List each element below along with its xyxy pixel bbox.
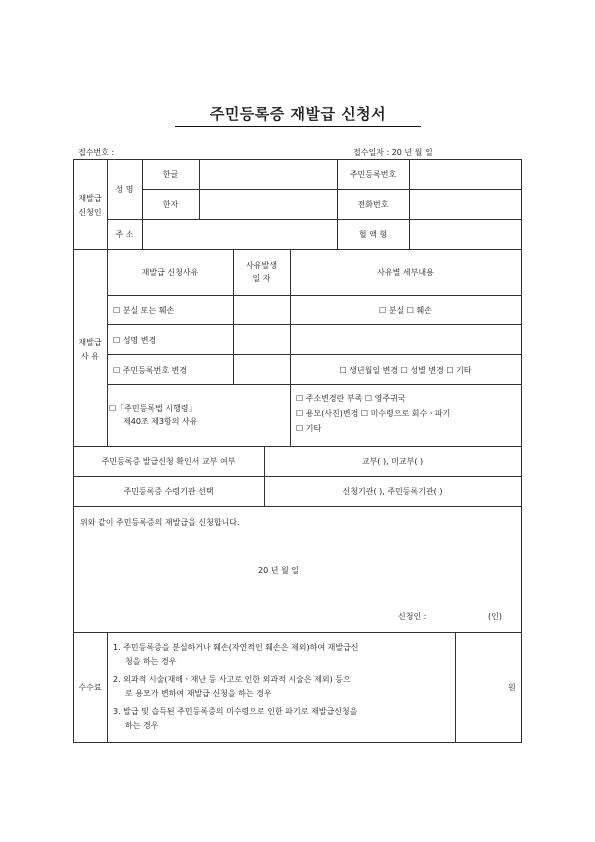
phone-label: 전화번호 xyxy=(357,200,389,209)
reason-rrn-change[interactable]: ☐ 주민등록번호 변경 xyxy=(113,366,188,375)
decree-option-line-2: ☐ 용모(사진)변경 ☐ 미수령으로 회수ㆍ파기 xyxy=(296,409,451,418)
date-header-line-1: 사유발생 xyxy=(246,261,277,270)
name-label: 성 명 xyxy=(115,185,134,194)
hangul-name-field[interactable] xyxy=(200,160,336,188)
reason-column-header: 재발급 신청사유 xyxy=(141,268,199,277)
decree-option-line-1: ☐ 주소변경란 부족 ☐ 영주귀국 xyxy=(296,394,406,403)
reason-name-change[interactable]: ☐ 성명 변경 xyxy=(113,336,157,345)
fee-item-2 xyxy=(113,674,351,699)
fee-item-2-line-2: 로 용모가 변하여 재발급 신청을 하는 경우 xyxy=(125,689,272,698)
seal-mark: (인) xyxy=(488,612,502,621)
confirm-label: 주민등록증 발급신청 확인서 교부 여부 xyxy=(101,457,236,466)
rule xyxy=(73,476,522,477)
fee-item-2-line-1: 2. 외과적 시술(재해ㆍ재난 등 사고로 인한 외과적 시술은 제외) 등으 xyxy=(113,675,351,684)
date-column-header xyxy=(233,260,290,284)
rule xyxy=(107,632,108,742)
decree-options[interactable] xyxy=(296,393,450,434)
rule xyxy=(521,159,522,742)
rule xyxy=(455,632,456,742)
reason-lost-damaged[interactable]: ☐ 분실 또는 훼손 xyxy=(113,306,175,315)
decree-option-line-3: ☐ 기타 xyxy=(296,424,322,433)
phone-field[interactable] xyxy=(410,190,520,218)
declaration-text: 위와 같이 주민등록증의 재발급을 신청합니다. xyxy=(80,518,240,527)
title-underline xyxy=(175,126,421,127)
sign-date[interactable]: 20 년 월 일 xyxy=(258,566,299,575)
fee-unit: 원 xyxy=(508,683,516,692)
reason-section-label xyxy=(73,337,107,362)
rule xyxy=(107,324,522,325)
fee-item-1 xyxy=(113,642,359,667)
fee-item-1-line-1: 1. 주민등록증을 분실하거나 훼손(자연적인 훼손은 제외)하여 재발급신 xyxy=(113,643,359,652)
detail-lost-damaged[interactable]: ☐ 분실 ☐ 훼손 xyxy=(379,306,432,315)
fee-item-1-line-2: 청을 하는 경우 xyxy=(125,657,177,666)
decree-line-2: 제40조 제3항의 사유 xyxy=(123,417,198,426)
rule xyxy=(264,446,265,506)
applicant-sign-label: 신청인 : xyxy=(398,612,427,621)
fee-label: 수수료 xyxy=(78,683,102,692)
rule xyxy=(290,249,291,446)
applicant-section-label xyxy=(73,193,107,218)
confirm-value[interactable]: 교부( ), 미교부( ) xyxy=(361,457,424,466)
receive-label: 주민등록증 수령기관 선택 xyxy=(123,487,214,496)
rrn-label: 주민등록번호 xyxy=(349,170,397,179)
hanja-name-field[interactable] xyxy=(200,190,336,218)
detail-column-header: 사유별 세부내용 xyxy=(377,268,434,277)
fee-item-3-line-2: 하는 경우 xyxy=(125,721,159,730)
reason-section-line-1: 재발급 xyxy=(78,338,102,347)
fee-item-3 xyxy=(113,706,357,731)
address-label: 주 소 xyxy=(115,230,134,239)
rrn-field[interactable] xyxy=(410,160,520,188)
date-header-line-2: 일 자 xyxy=(252,274,271,283)
decree-line-1: ☐「주민등록법 시행령」 xyxy=(109,404,197,413)
blood-type-field[interactable] xyxy=(410,220,520,248)
rule xyxy=(73,446,522,447)
rule xyxy=(107,384,522,385)
rule xyxy=(107,295,522,296)
rule xyxy=(73,742,522,743)
blood-type-label: 혈 액 형 xyxy=(358,230,388,239)
rule xyxy=(73,506,522,507)
address-field[interactable] xyxy=(143,220,336,248)
receipt-date-label: 접수일자 : 20 년 월 일 xyxy=(353,148,433,157)
applicant-section-line-2: 신청인 xyxy=(78,208,102,217)
fee-item-3-line-1: 3. 발급 및 습득된 주민등록증의 미수령으로 인한 파기로 재발급신청을 xyxy=(113,707,358,716)
hangul-label: 한글 xyxy=(162,170,179,179)
receive-value[interactable]: 신청기관( ), 주민등록기관( ) xyxy=(342,487,443,496)
rule xyxy=(73,249,522,250)
rule xyxy=(107,354,522,355)
hanja-label: 한자 xyxy=(162,200,179,209)
reason-section-line-2: 사 유 xyxy=(81,352,99,361)
rule xyxy=(73,159,74,742)
receipt-number-label: 접수번호 : xyxy=(78,148,115,157)
rule xyxy=(107,249,108,446)
reason-decree[interactable] xyxy=(109,403,197,427)
applicant-section-line-1: 재발급 xyxy=(78,194,102,203)
form-title: 주민등록증 재발급 신청서 xyxy=(209,105,387,123)
detail-rrn-change[interactable]: ☐ 생년월일 변경 ☐ 성별 변경 ☐ 기타 xyxy=(339,366,472,375)
